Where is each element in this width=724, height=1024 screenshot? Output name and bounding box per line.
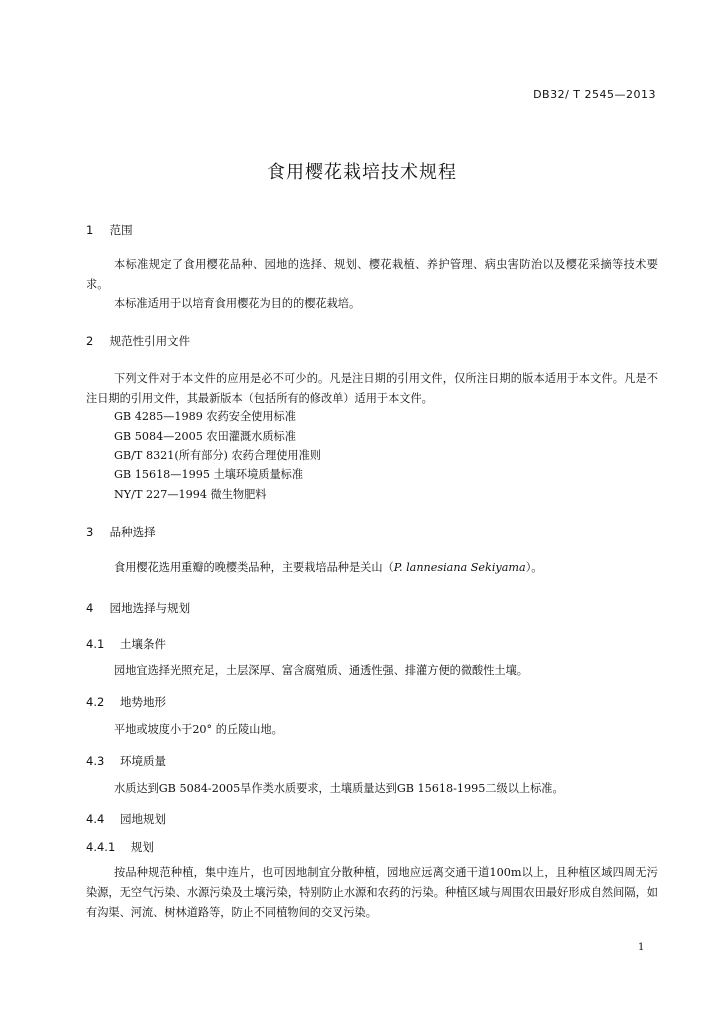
text-run: ）。 bbox=[525, 561, 543, 574]
section-number: 4 bbox=[86, 601, 94, 615]
section-number: 1 bbox=[86, 223, 94, 237]
reference-item: GB/T 8321(所有部分) 农药合理使用准则 bbox=[114, 449, 321, 462]
section-1-paragraph-2: 本标准适用于以培育食用樱花为目的的樱花栽培。 bbox=[114, 297, 361, 310]
section-3-paragraph bbox=[86, 558, 658, 578]
subsection-4-3-heading bbox=[86, 753, 166, 769]
subsection-number: 4.4 bbox=[86, 812, 105, 826]
page-number: 1 bbox=[638, 942, 645, 953]
subsection-title: 规划 bbox=[130, 840, 154, 854]
section-4-heading bbox=[86, 600, 190, 616]
subsection-number: 4.1 bbox=[86, 637, 105, 651]
subsection-title: 土壤条件 bbox=[119, 637, 166, 651]
subsection-title: 环境质量 bbox=[119, 754, 166, 768]
section-2-paragraph: 下列文件对于本文件的应用是必不可少的。凡是注日期的引用文件，仅所注日期的版本适用于本文件。凡是不注日期的引用文件，其最新版本（包括所有的修改单）适用于本文件。 bbox=[86, 372, 658, 405]
section-title: 范围 bbox=[109, 223, 133, 237]
subsection-title: 地势地形 bbox=[119, 695, 166, 709]
subsection-4-2-heading bbox=[86, 694, 166, 710]
subsection-4-1-paragraph: 园地宜选择光照充足，土层深厚、富含腐殖质、通透性强、排灌方便的微酸性土壤。 bbox=[114, 664, 528, 677]
subsection-4-4-1-paragraph: 按品种规范种植，集中连片，也可因地制宜分散种植，园地应远离交通干道100m以上，且种植区域四周无污染源，无空气污染、水源污染及土壤污染，特别防止水源和农药的污染。种植区域与周围农田最好形成自然间隔，如有沟渠、河流、树林道路等，防止不同植物间的交叉污染。 bbox=[86, 866, 658, 919]
reference-item: GB 5084—2005 农田灌溉水质标准 bbox=[114, 430, 296, 443]
subsection-4-1-heading bbox=[86, 636, 166, 652]
latin-cultivar-name: P. lannesiana Sekiyama bbox=[393, 561, 526, 574]
reference-item: NY/T 227—1994 微生物肥料 bbox=[114, 488, 267, 501]
subsection-number: 4.3 bbox=[86, 754, 105, 768]
section-title: 规范性引用文件 bbox=[109, 334, 191, 348]
document-title: 食用樱花栽培技术规程 bbox=[267, 162, 457, 183]
subsection-title: 园地规划 bbox=[119, 812, 166, 826]
subsection-number: 4.2 bbox=[86, 695, 105, 709]
section-2-heading bbox=[86, 333, 190, 349]
section-1-paragraph-1: 本标准规定了食用樱花品种、园地的选择、规划、樱花栽植、养护管理、病虫害防治以及樱花采摘等技术要求。 bbox=[86, 258, 658, 291]
reference-item: GB 15618—1995 土壤环境质量标准 bbox=[114, 468, 304, 481]
subsection-4-4-1-heading bbox=[86, 839, 154, 855]
reference-item: GB 4285—1989 农药安全使用标准 bbox=[114, 410, 296, 423]
subsection-number: 4.4.1 bbox=[86, 840, 116, 854]
subsection-4-3-paragraph: 水质达到GB 5084-2005旱作类水质要求，土壤质量达到GB 15618-1995二级以上标准。 bbox=[114, 782, 564, 795]
section-1-heading bbox=[86, 222, 133, 238]
subsection-4-4-heading bbox=[86, 811, 166, 827]
standard-number: DB32/ T 2545—2013 bbox=[533, 88, 656, 101]
text-run: 食用樱花选用重瓣的晚樱类品种，主要栽培品种是关山（ bbox=[114, 561, 394, 574]
subsection-4-2-paragraph: 平地或坡度小于20° 的丘陵山地。 bbox=[114, 723, 283, 736]
section-title: 园地选择与规划 bbox=[109, 601, 191, 615]
section-title: 品种选择 bbox=[109, 525, 156, 539]
section-3-heading bbox=[86, 524, 156, 540]
section-number: 2 bbox=[86, 334, 94, 348]
section-number: 3 bbox=[86, 525, 94, 539]
